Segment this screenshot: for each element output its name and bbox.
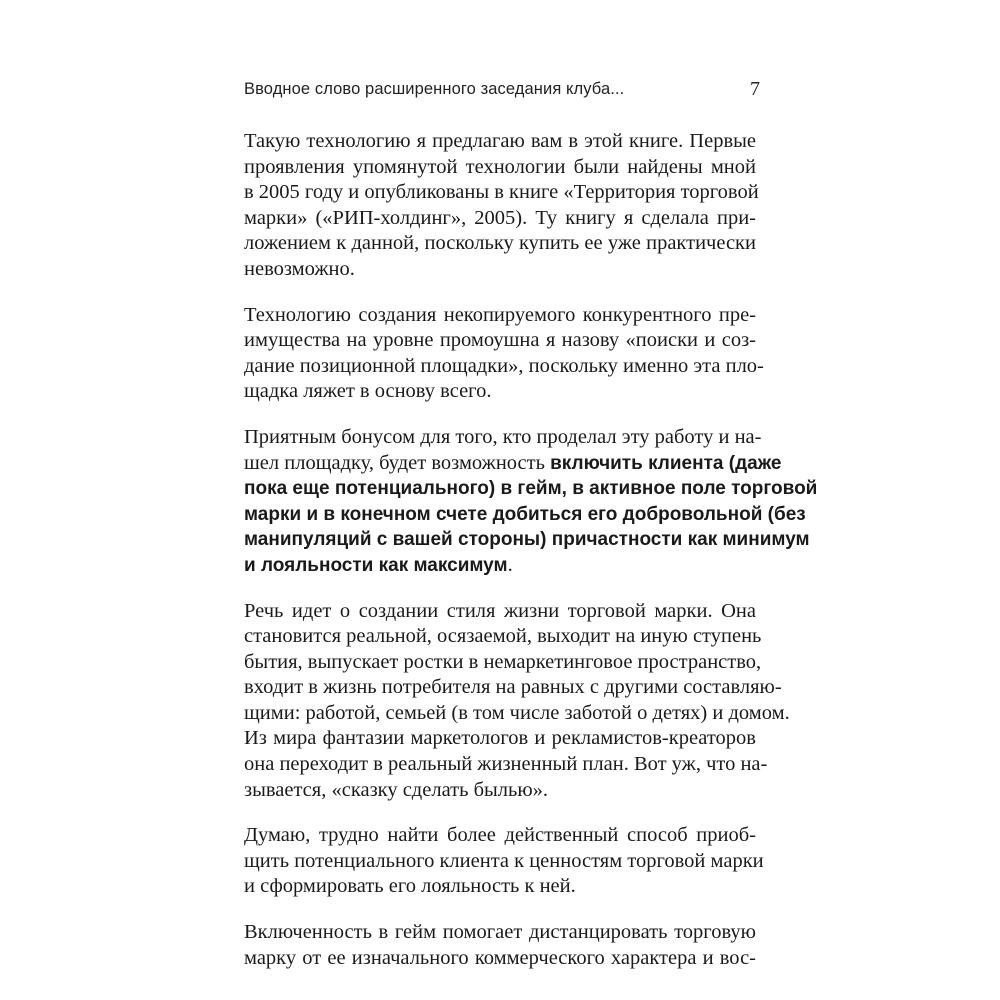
- text-line: проявления упомянутой технологии были найдены мной: [244, 155, 756, 178]
- bold-text: и лояльности как максимум: [244, 554, 508, 576]
- text-line: она переходит в реальный жизненный план. Вот уж, что на-: [244, 753, 768, 776]
- bold-text-line: пока еще потенциального) в гейм, в активное поле торговой: [244, 478, 818, 500]
- text-line-mixed: [244, 451, 782, 477]
- text-line: щими: работой, семьей (в том числе заботой о детях) и домом.: [244, 701, 790, 724]
- paragraph-1: [244, 129, 759, 283]
- text-line: Думаю, трудно найти более действенный способ приоб-: [244, 824, 756, 847]
- page-number: 7: [750, 78, 760, 100]
- text-line: невозможно.: [244, 257, 355, 280]
- paragraph-2: [244, 303, 764, 405]
- text-line: Технологию создания некопируемого конкурентного пре-: [244, 303, 756, 326]
- text-line: входит в жизнь потребителя на равных с другими составляю-: [244, 676, 782, 699]
- text-line: Речь идет о создании стиля жизни торговой марки. Она: [244, 599, 756, 622]
- running-title: Вводное слово расширенного заседания клуба...: [244, 80, 625, 98]
- text-line: Приятным бонусом для того, кто проделал эту работу и на-: [244, 425, 762, 448]
- text-line: бытия, выпускает ростки в немаркетинговое пространство,: [244, 650, 762, 673]
- text-line: щадка ляжет в основу всего.: [244, 380, 492, 403]
- regular-text: .: [507, 553, 513, 576]
- text-line: дание позиционной площадки», поскольку именно эта пло-: [244, 354, 764, 377]
- bold-text-line: манипуляций с вашей стороны) причастности как минимум: [244, 529, 810, 551]
- text-line: зывается, «сказку сделать былью».: [244, 778, 549, 801]
- text-line: и сформировать его лояльность к ней.: [244, 875, 576, 898]
- bold-text: включить клиента (даже: [550, 452, 782, 474]
- running-head: [244, 80, 764, 104]
- paragraph-5: [244, 823, 764, 900]
- paragraph-4: [244, 599, 790, 804]
- text-line-mixed: [244, 553, 756, 579]
- text-line: марку от ее изначального коммерческого характера и вос-: [244, 946, 756, 969]
- text-line: Включенность в гейм помогает дистанцировать торговую: [244, 921, 756, 944]
- text-line: в 2005 году и опубликованы в книге «Территория торговой: [244, 181, 759, 204]
- regular-text: шел площадку, будет возможность: [244, 451, 551, 474]
- text-line: имущества на уровне промоушна я назову «поиски и соз-: [244, 329, 756, 352]
- paragraph-6: [244, 920, 756, 971]
- bold-text-line: марки и в конечном счете добиться его добровольной (без: [244, 503, 806, 525]
- body-text: [244, 129, 818, 991]
- text-line: марки» («РИП-холдинг», 2005). Ту книгу я сделала при-: [244, 206, 756, 229]
- text-line: становится реальной, осязаемой, выходит на иную ступень: [244, 625, 762, 648]
- text-line: Из мира фантазии маркетологов и рекламистов-креаторов: [244, 727, 756, 750]
- text-line: Такую технологию я предлагаю вам в этой книге. Первые: [244, 130, 756, 152]
- text-line: ложением к данной, поскольку купить ее уже практически: [244, 232, 756, 255]
- text-line: щить потенциального клиента к ценностям торговой марки: [244, 849, 764, 872]
- paragraph-3: [244, 425, 818, 579]
